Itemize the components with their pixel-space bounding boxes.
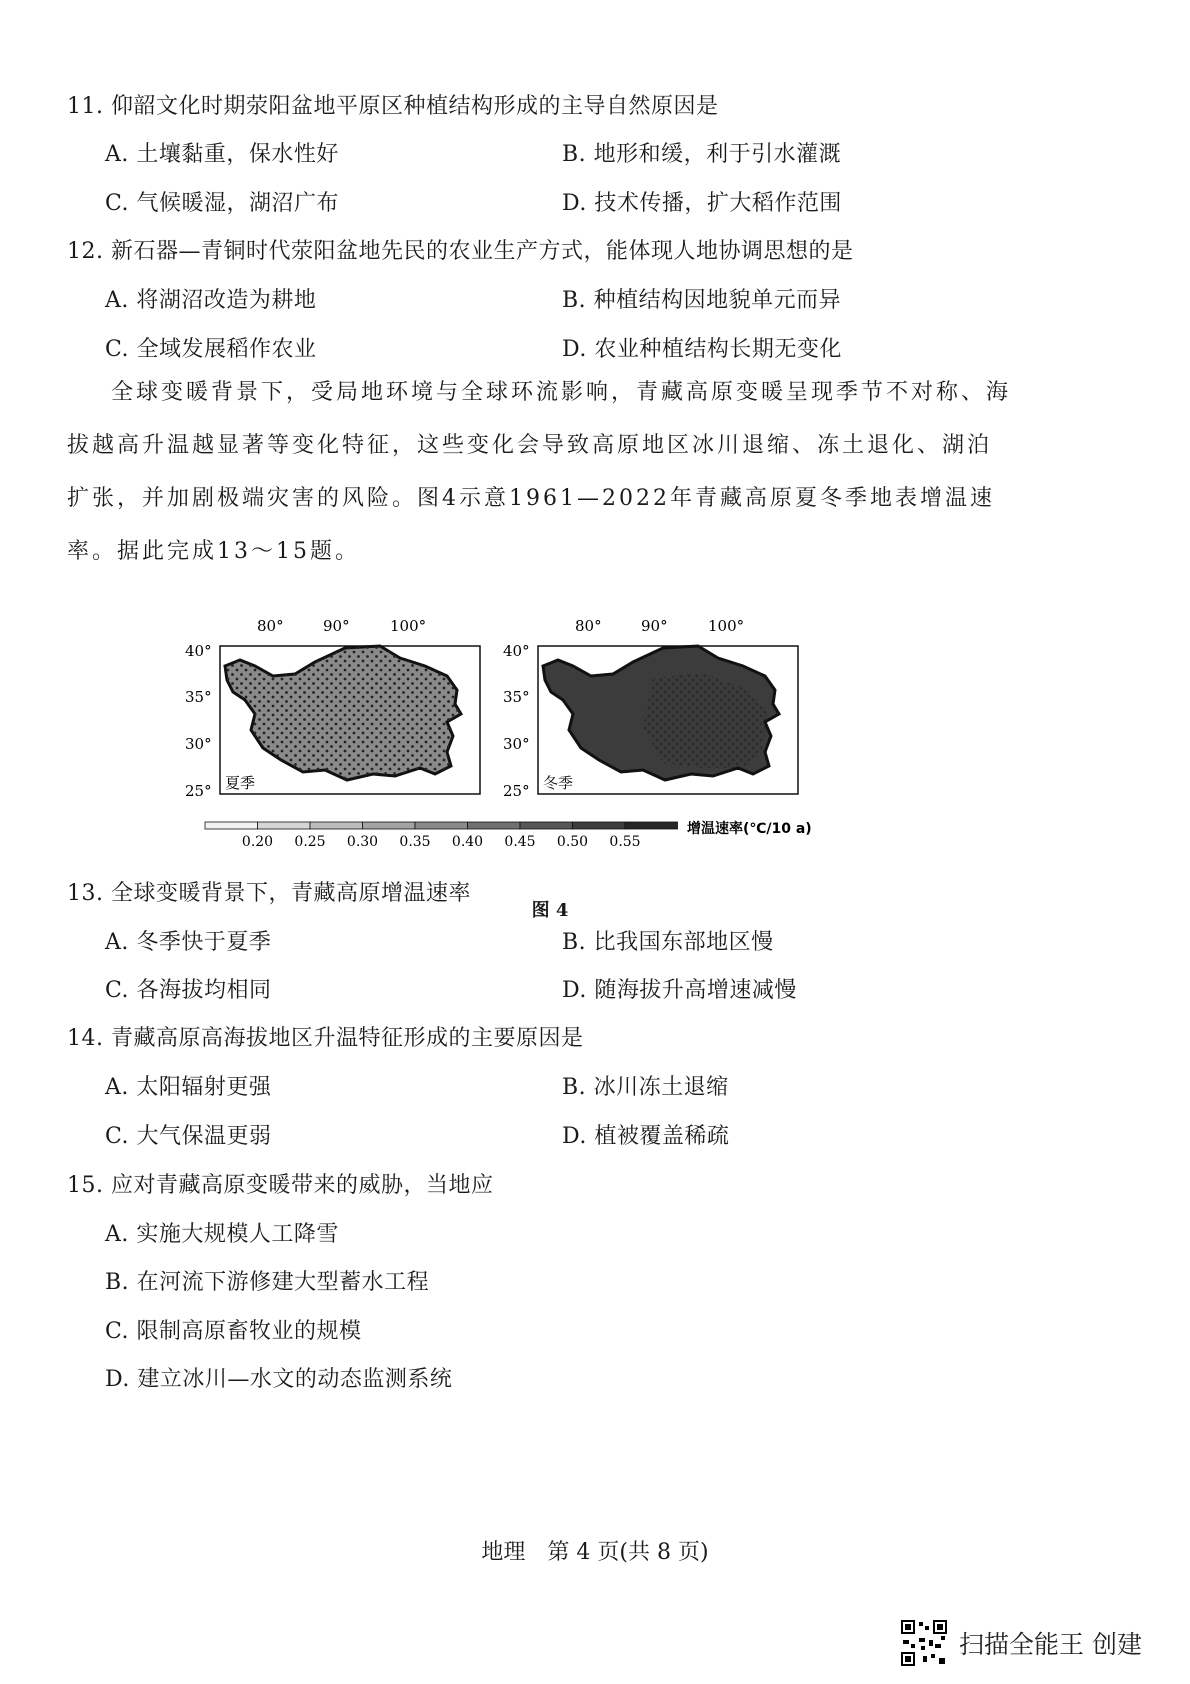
legend-cell bbox=[310, 822, 363, 829]
question-13-option-d: D. 随海拔升高增速减慢 bbox=[562, 978, 797, 1003]
question-12-option-a: A. 将湖沼改造为耕地 bbox=[105, 288, 317, 313]
question-11-option-c: C. 气候暖湿，湖沼广布 bbox=[105, 191, 340, 216]
scanner-watermark bbox=[899, 1618, 1142, 1668]
lat-label-25-winter: 25° bbox=[503, 782, 530, 800]
question-12-option-b: B. 种植结构因地貌单元而异 bbox=[562, 288, 842, 313]
figure-4 bbox=[185, 618, 905, 918]
question-15-option-a: A. 实施大规模人工降雪 bbox=[105, 1222, 339, 1247]
lat-label-35: 35° bbox=[185, 688, 212, 706]
legend bbox=[205, 820, 812, 848]
legend-tick-label: 0.30 bbox=[346, 834, 379, 848]
question-14-option-d: D. 植被覆盖稀疏 bbox=[562, 1124, 730, 1149]
question-13-option-a: A. 冬季快于夏季 bbox=[105, 930, 272, 955]
passage-text: 全球变暖背景下，受局地环境与全球环流影响，青藏高原变暖呈现季节不对称、海拔越高升温越显著等变化特征，这些变化会导致高原地区冰川退缩、冻土退化、湖泊扩张，并加剧极端灾害的风险。图4示意1961—2022年青藏高原夏冬季地表增温速率。据此完成13～15题。 bbox=[67, 380, 1012, 564]
lon-label-90: 90° bbox=[323, 618, 350, 635]
question-12-stem: 12. 新石器—青铜时代荥阳盆地先民的农业生产方式，能体现人地协调思想的是 bbox=[67, 239, 854, 264]
scanner-watermark-text: 扫描全能王 创建 bbox=[959, 1630, 1142, 1659]
lon-label-100-winter: 100° bbox=[708, 618, 745, 635]
legend-cell bbox=[415, 822, 468, 829]
question-11-stem: 11. 仰韶文化时期荥阳盆地平原区种植结构形成的主导自然原因是 bbox=[67, 94, 719, 119]
question-14-option-a: A. 太阳辐射更强 bbox=[105, 1075, 272, 1100]
lon-label-100: 100° bbox=[390, 618, 427, 635]
legend-tick-label: 0.55 bbox=[609, 834, 641, 848]
summer-label: 夏季 bbox=[225, 774, 256, 792]
question-11-option-b: B. 地形和缓，利于引水灌溉 bbox=[562, 142, 842, 167]
legend-tick-label: 0.25 bbox=[294, 834, 326, 848]
winter-label: 冬季 bbox=[543, 774, 574, 792]
lon-label-80-winter: 80° bbox=[575, 618, 602, 635]
legend-color-bar bbox=[205, 822, 678, 829]
question-12-option-d: D. 农业种植结构长期无变化 bbox=[562, 337, 842, 362]
winter-map bbox=[503, 618, 798, 800]
summer-map bbox=[185, 618, 480, 800]
lon-label-90-winter: 90° bbox=[641, 618, 668, 635]
legend-cell bbox=[468, 822, 521, 829]
question-14-stem: 14. 青藏高原高海拔地区升温特征形成的主要原因是 bbox=[67, 1026, 584, 1051]
legend-tick-label: 0.40 bbox=[451, 834, 484, 848]
question-13-option-c: C. 各海拔均相同 bbox=[105, 978, 272, 1003]
question-14-option-c: C. 大气保温更弱 bbox=[105, 1124, 272, 1149]
legend-cell bbox=[625, 822, 678, 829]
lat-label-25: 25° bbox=[185, 782, 212, 800]
question-15-option-c: C. 限制高原畜牧业的规模 bbox=[105, 1319, 362, 1344]
page-footer: 地理 第 4 页(共 8 页) bbox=[481, 1540, 709, 1565]
question-11-option-d: D. 技术传播，扩大稻作范围 bbox=[562, 191, 842, 216]
qr-code-icon bbox=[899, 1618, 949, 1668]
legend-cell bbox=[363, 822, 416, 829]
question-15-option-d: D. 建立冰川—水文的动态监测系统 bbox=[105, 1367, 453, 1392]
figure-caption: 图 4 bbox=[531, 900, 569, 921]
question-14-option-b: B. 冰川冻土退缩 bbox=[562, 1075, 729, 1100]
passage bbox=[67, 366, 1012, 578]
question-13-stem: 13. 全球变暖背景下，青藏高原增温速率 bbox=[67, 881, 471, 906]
question-15-stem: 15. 应对青藏高原变暖带来的威胁，当地应 bbox=[67, 1173, 494, 1198]
lat-label-40-winter: 40° bbox=[503, 642, 530, 660]
question-13-option-b: B. 比我国东部地区慢 bbox=[562, 930, 774, 955]
legend-tick-label: 0.20 bbox=[241, 834, 274, 848]
lat-label-35-winter: 35° bbox=[503, 688, 530, 706]
legend-cell bbox=[573, 822, 626, 829]
question-15-option-b: B. 在河流下游修建大型蓄水工程 bbox=[105, 1270, 430, 1295]
lat-label-30-winter: 30° bbox=[503, 735, 530, 753]
legend-cell bbox=[205, 822, 258, 829]
legend-tick-label: 0.45 bbox=[504, 834, 536, 848]
question-12-option-c: C. 全域发展稻作农业 bbox=[105, 337, 317, 362]
lat-label-40: 40° bbox=[185, 642, 212, 660]
legend-title: 增温速率(℃/10 a) bbox=[687, 821, 812, 837]
lat-label-30: 30° bbox=[185, 735, 212, 753]
lon-label-80: 80° bbox=[257, 618, 284, 635]
legend-tick-label: 0.50 bbox=[556, 834, 589, 848]
legend-cell bbox=[520, 822, 573, 829]
question-11-option-a: A. 土壤黏重，保水性好 bbox=[105, 142, 339, 167]
legend-ticks bbox=[242, 834, 641, 848]
legend-tick-label: 0.35 bbox=[399, 834, 431, 848]
legend-cell bbox=[258, 822, 311, 829]
